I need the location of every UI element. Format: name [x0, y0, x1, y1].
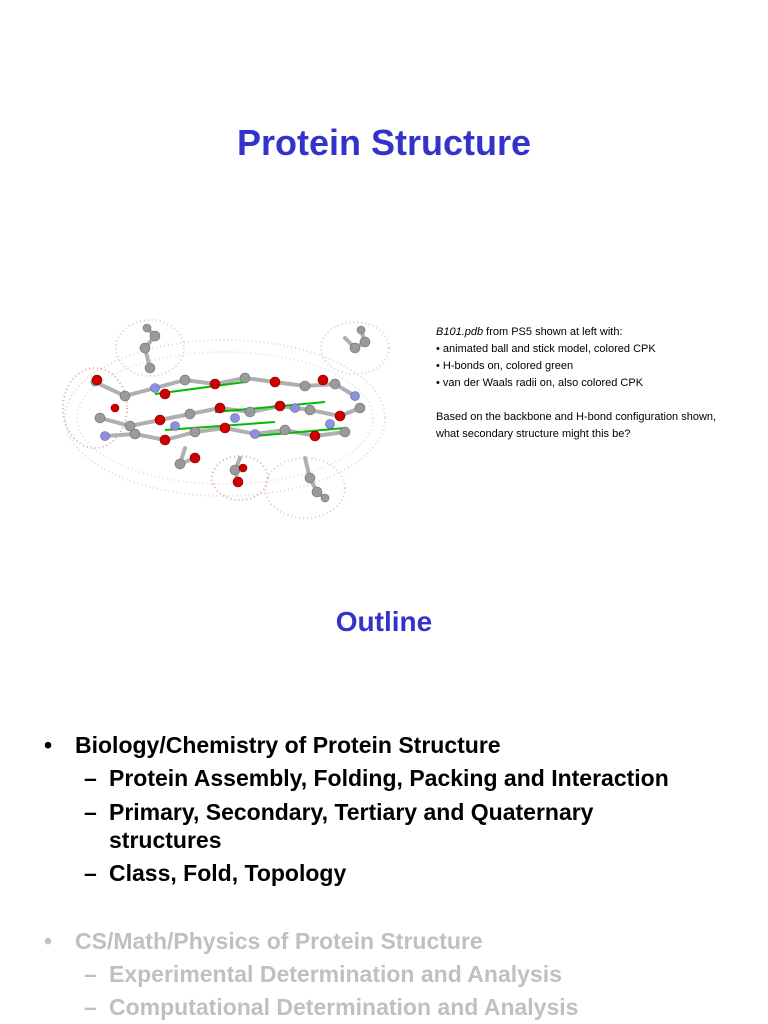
bullet-glyph: •	[44, 732, 53, 758]
caption-item: • H-bonds on, colored green	[436, 360, 574, 372]
dash-glyph: –	[84, 860, 97, 886]
outline-subitem	[84, 798, 709, 854]
dash-glyph: –	[84, 765, 97, 791]
protein-molecule-image	[55, 308, 395, 528]
subitem-label: Experimental Determination and Analysis	[109, 961, 562, 987]
caption-item: • van der Waals radii on, also colored CPK	[436, 377, 644, 389]
outline-subitem	[84, 764, 709, 792]
dash-glyph: –	[84, 994, 97, 1020]
slide-title: Protein Structure	[236, 122, 532, 163]
outline-subitem	[84, 960, 709, 988]
molecule-caption	[436, 324, 756, 443]
subitem-label: Protein Assembly, Folding, Packing and Interaction	[109, 765, 669, 791]
caption-filename: B101.pdb	[436, 326, 484, 338]
outline-subitem	[84, 859, 709, 887]
section-label: Biology/Chemistry of Protein Structure	[75, 732, 501, 758]
backbone-bonds	[95, 328, 365, 498]
outline-section	[44, 732, 501, 759]
subitem-label: Computational Determination and Analysis	[109, 994, 579, 1020]
caption-intro-rest: from PS5 shown at left with:	[483, 326, 623, 338]
caption-intro	[436, 324, 756, 341]
subitem-label: Class, Fold, Topology	[109, 860, 347, 886]
dash-glyph: –	[84, 799, 97, 825]
caption-question: what secondary structure might this be?	[436, 428, 631, 440]
outline-subitem	[84, 993, 709, 1021]
caption-question: Based on the backbone and H-bond configuration shown,	[436, 411, 717, 423]
outline-title: Outline	[335, 606, 433, 637]
dash-glyph: –	[84, 961, 97, 987]
subitem-label: Primary, Secondary, Tertiary and Quaternary structures	[109, 799, 594, 853]
bullet-glyph: •	[44, 928, 53, 954]
outline-section	[44, 928, 483, 955]
section-label: CS/Math/Physics of Protein Structure	[75, 928, 483, 954]
caption-item: • animated ball and stick model, colored CPK	[436, 343, 656, 355]
